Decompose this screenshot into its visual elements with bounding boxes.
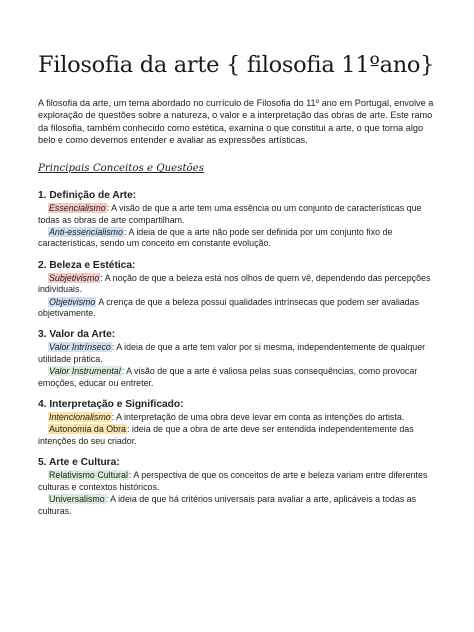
- section-title: 2. Beleza e Estética:: [38, 259, 136, 271]
- term-separator: :: [124, 227, 127, 237]
- concept-text: ideia de que a obra de arte deve ser entendida independentemente das intenções do seu criador.: [38, 424, 414, 446]
- concept-term: Subjetivismo: [49, 272, 100, 283]
- term-separator: :: [128, 470, 132, 481]
- page-title: Filosofia da arte { filosofia 11ºano}: [38, 52, 435, 78]
- section-subtitle: Principais Conceitos e Questões: [38, 163, 204, 175]
- list-item: [38, 203, 438, 226]
- term-separator: :: [106, 203, 110, 214]
- section-beleza: [38, 260, 438, 320]
- concept-text: A visão de que a arte é valiosa pelas suas consequências, como provocar emoções, educar ou entreter.: [38, 366, 418, 388]
- concept-term: Intencionalismo: [49, 412, 111, 423]
- list-item: [38, 342, 438, 365]
- list-item: [38, 273, 438, 296]
- term-separator: :: [111, 412, 115, 423]
- list-item: [38, 412, 438, 423]
- concept-term: Anti-essencialismo: [49, 227, 123, 237]
- term-separator: :: [105, 494, 109, 505]
- concept-term: Objetivismo: [49, 296, 96, 307]
- concept-term: Valor Instrumental: [49, 366, 121, 377]
- document-page: [38, 52, 438, 527]
- term-separator: :: [126, 424, 130, 435]
- section-title: 4. Interpretação e Significado:: [38, 399, 184, 411]
- list-item: [38, 470, 438, 493]
- list-item: [38, 227, 438, 250]
- concept-term: Universalismo: [49, 494, 105, 505]
- concept-text: A ideia de que há critérios universais para avaliar a arte, aplicáveis a todas as culturas.: [38, 494, 417, 516]
- section-title: 5. Arte e Cultura:: [38, 457, 120, 469]
- term-separator: :: [121, 366, 125, 377]
- section-definicao: [38, 190, 438, 250]
- concept-text: A ideia de que a arte não pode ser definida por um conjunto fixo de características, sendo um conceito em constante evolução.: [38, 227, 393, 249]
- list-item: [38, 494, 438, 517]
- concept-text: A perspectiva de que os conceitos de arte e beleza variam entre diferentes culturas e contextos históricos.: [38, 470, 428, 492]
- list-item: [38, 366, 438, 389]
- concept-text: A crença de que a beleza possui qualidades intrínsecas que podem ser avaliadas objetivamente.: [38, 296, 420, 319]
- intro-paragraph: A filosofia da arte, um tema abordado no currículo de Filosofia do 11º ano em Portugal, envolve a exploração de questões sobre a natureza, o valor e a interpretação das obras de arte. Este ramo da filosofia, também conhecido como estética, examina o que constitui a arte, o que torna algo belo e como devemos entender e avaliar as expressões artísticas.: [38, 98, 434, 145]
- section-title: 1. Definição de Arte:: [38, 190, 137, 202]
- section-interpretacao: [38, 399, 438, 447]
- concept-text: A visão de que a arte tem uma essência ou um conjunto de características que todas as obras de arte compartilham.: [38, 203, 422, 225]
- concept-term: Essencialismo: [49, 203, 106, 214]
- concept-text: A noção de que a beleza está nos olhos de quem vê, dependendo das percepções individuais.: [38, 272, 431, 295]
- list-item: [38, 424, 438, 447]
- list-item: [38, 297, 438, 320]
- section-title: 3. Valor da Arte:: [38, 329, 116, 341]
- term-separator: :: [111, 342, 115, 353]
- concept-text: A ideia de que a arte tem valor por si mesma, independentemente de qualquer utilidade prática.: [38, 342, 426, 364]
- concept-text: A interpretação de uma obra deve levar em conta as intenções do artista.: [114, 412, 405, 423]
- term-separator: :: [100, 272, 103, 283]
- section-valor: [38, 329, 438, 389]
- concept-term: Relativismo Cultural: [49, 470, 128, 481]
- section-cultura: [38, 457, 438, 517]
- concept-term: Autonomia da Obra: [49, 424, 126, 435]
- concept-term: Valor Intrínseco: [49, 342, 111, 353]
